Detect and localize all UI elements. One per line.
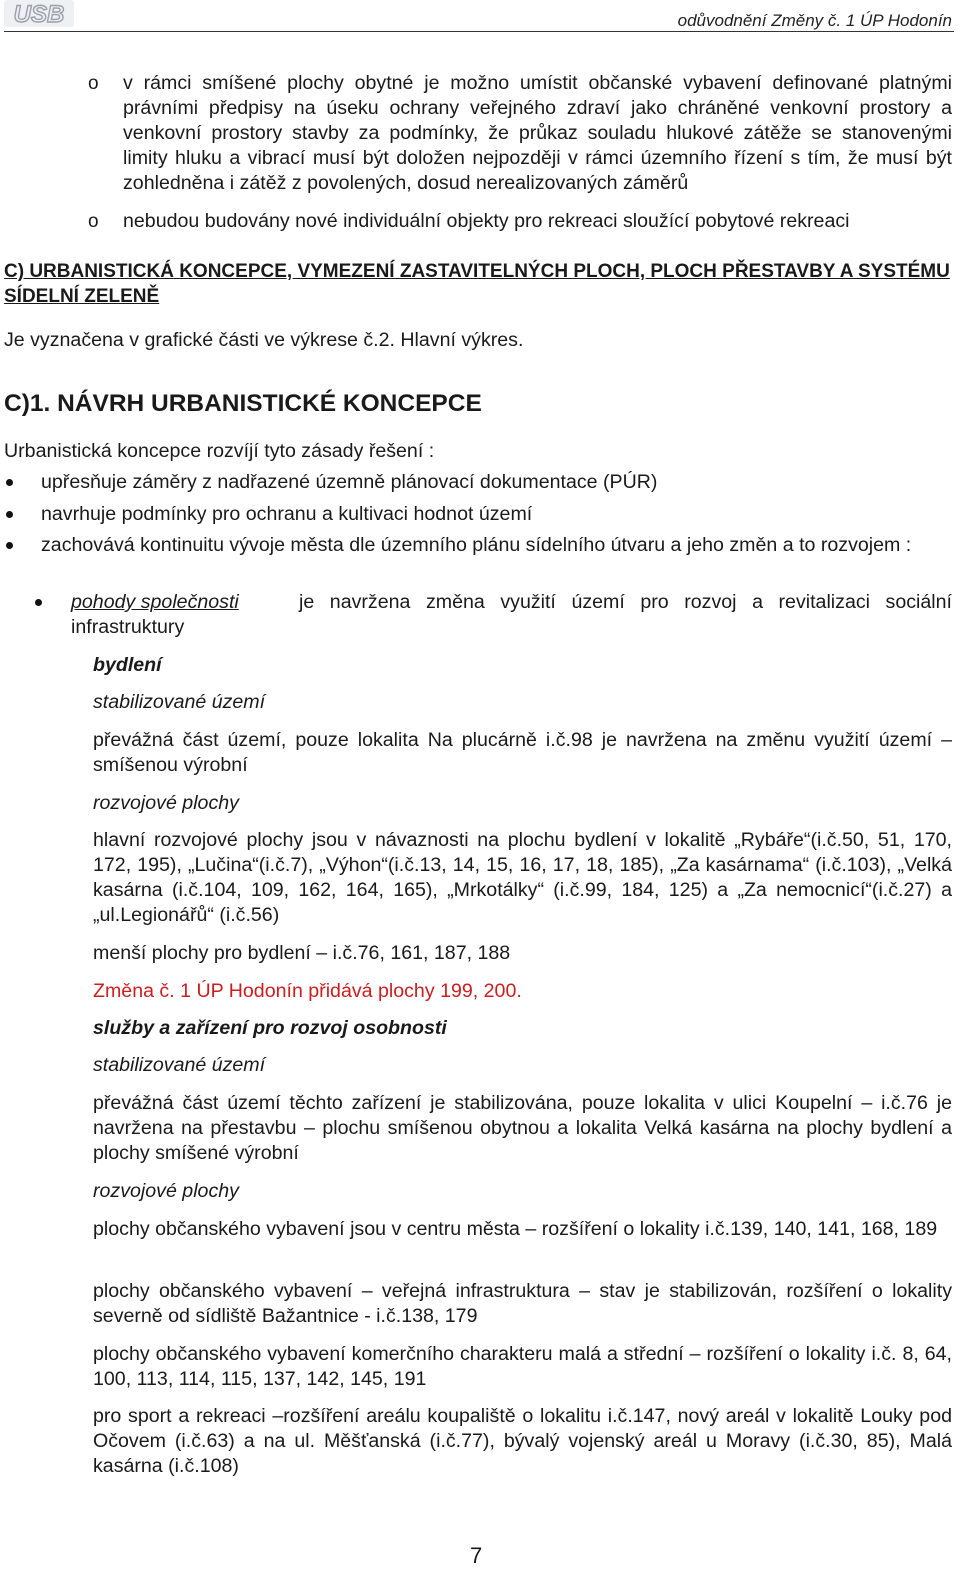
- bullet-icon: [35, 599, 42, 606]
- paragraph: plochy občanského vybavení jsou v centru města – rozšíření o lokality i.č.139, 140, 141, 168, 189: [93, 1218, 938, 1240]
- page-title: C)1. NÁVRH URBANISTICKÉ KONCEPCE: [4, 390, 482, 417]
- intro-text: Urbanistická koncepce rozvíjí tyto zásady řešení :: [4, 440, 435, 462]
- bullet-icon: [6, 511, 13, 518]
- page-number: 7: [470, 1543, 483, 1568]
- circle-bullet-icon: o: [88, 73, 99, 94]
- list-item: zachovává kontinuitu vývoje města dle územního plánu sídelního útvaru a jeho změn a to rozvojem :: [41, 534, 912, 556]
- header-divider: [4, 31, 954, 32]
- sub-bullet-label: pohody společnosti: [71, 591, 239, 613]
- paragraph: pro sport a rekreaci –rozšíření areálu koupaliště o lokalitu i.č.147, nový areál v lokalitě Louky pod Očovem (i.č.63) a na ul. Měšťanská (i.č.77), bývalý vojenský areál u Moravy (i.č.30, 85), Malá kasárna (i.č.108): [93, 1405, 952, 1477]
- subsection-heading-sluzby: služby a zařízení pro rozvoj osobnosti: [93, 1017, 447, 1039]
- paragraph: plochy občanského vybavení – veřejná infrastruktura – stav je stabilizován, rozšíření o lokality severně od sídliště Bažantnice - i.č.138, 179: [93, 1280, 952, 1327]
- circle-bullet-icon: o: [88, 211, 99, 232]
- paragraph: hlavní rozvojové plochy jsou v návaznosti na plochu bydlení v lokalitě „Rybáře“(i.č.50, 51, 170, 172, 195), „Lučina“(i.č.7), „Výhon“(i.č.13, 14, 15, 16, 17, 18, 185), „Za kasárnama“ (i.č.103), „Velká kasárna (i.č.104, 109, 162, 164, 165), „Mrkotálky“ (i.č.99, 184, 125) a „Za nemocnicí“(i.č.27) a „ul.Legionářů“ (i.č.56): [93, 829, 952, 926]
- section-heading: C) URBANISTICKÁ KONCEPCE, VYMEZENÍ ZASTAVITELNÝCH PLOCH, PLOCH PŘESTAVBY A SYSTÉMU SÍDELNÍ ZELENĚ: [4, 261, 950, 307]
- logo-text: USB: [13, 1, 65, 27]
- subsection-heading-bydleni: bydlení: [93, 654, 162, 676]
- label-development: rozvojové plochy: [93, 792, 239, 814]
- paragraph: menší plochy pro bydlení – i.č.76, 161, 187, 188: [93, 942, 511, 964]
- paragraph: převážná část území, pouze lokalita Na plucárně i.č.98 je navržena na změnu využití území – smíšenou výrobní: [93, 729, 952, 776]
- list-item: nebudou budovány nové individuální objekty pro rekreaci sloužící pobytové rekreaci: [123, 210, 850, 232]
- list-item: navrhuje podmínky pro ochranu a kultivaci hodnot území: [41, 503, 533, 525]
- bullet-icon: [6, 479, 13, 486]
- usb-logo: [4, 0, 74, 27]
- paragraph: plochy občanského vybavení komerčního charakteru malá a střední – rozšíření o lokality i.č. 8, 64, 100, 113, 114, 115, 137, 142, 145, 191: [93, 1343, 952, 1390]
- change-note: Změna č. 1 ÚP Hodonín přidává plochy 199, 200.: [93, 980, 522, 1002]
- list-item: upřesňuje záměry z nadřazené územně plánovací dokumentace (PÚR): [41, 471, 658, 493]
- label-development: rozvojové plochy: [93, 1180, 239, 1202]
- paragraph: převážná část území těchto zařízení je stabilizována, pouze lokalita v ulici Koupelní – i.č.76 je navržena na přestavbu – plochu smíšenou obytnou a lokalita Velká kasárna na plochy bydlení a plochy smíšené výrobní: [93, 1092, 952, 1164]
- header-title: odůvodnění Změny č. 1 ÚP Hodonín: [677, 11, 952, 30]
- section-note: Je vyznačena v grafické části ve výkrese č.2. Hlavní výkres.: [4, 329, 524, 351]
- bullet-icon: [6, 542, 13, 549]
- label-stabilized: stabilizované území: [93, 1054, 266, 1076]
- sub-bullet-text: je navržena změna využití území pro rozvoj a revitalizaci sociální infrastruktury: [71, 591, 952, 638]
- label-stabilized: stabilizované území: [93, 691, 266, 713]
- list-item: v rámci smíšené plochy obytné je možno umístit občanské vybavení definované platnými právními předpisy na úseku ochrany veřejného zdraví jako chráněné venkovní prostory a venkovní prostory stavby za podmínky, že průkaz souladu hlukové zátěže se stanovenými limity hluku a vibrací musí být doložen nejpozději v rámci územního řízení s tím, že musí být zohledněna i zátěž z povolených, dosud nerealizovaných záměrů: [123, 72, 952, 194]
